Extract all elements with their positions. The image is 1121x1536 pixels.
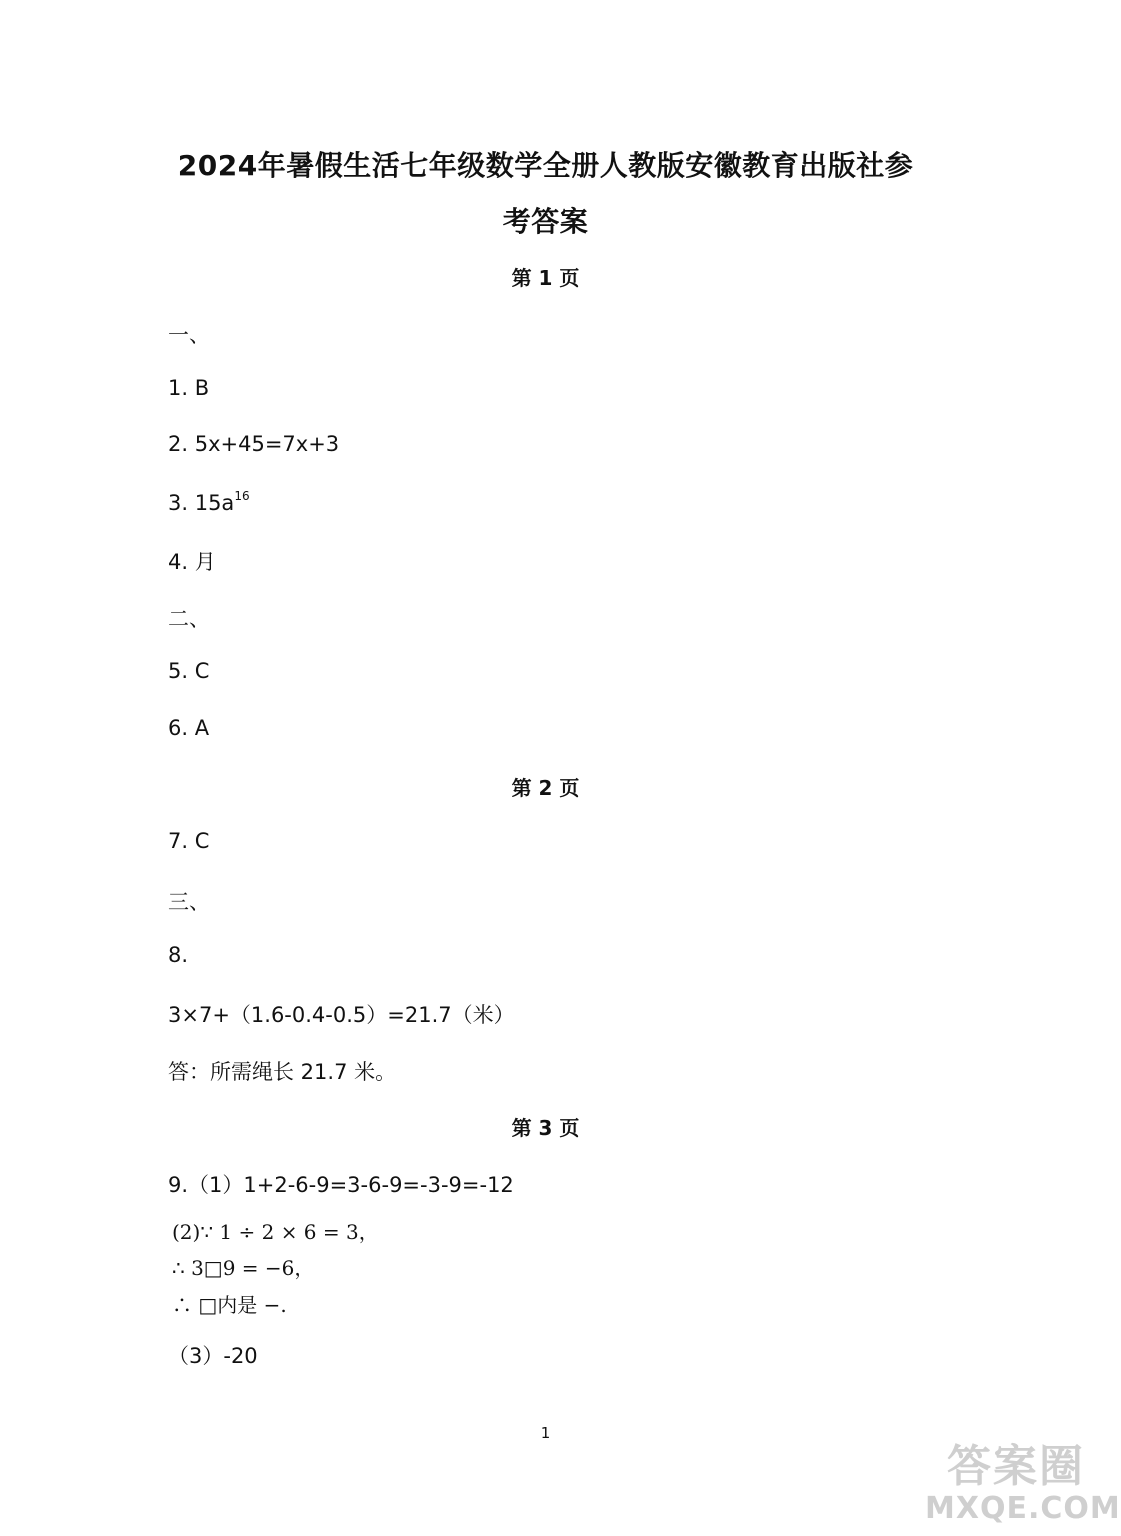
answer-base: 3. 15a — [168, 491, 235, 515]
answer-line: （3）-20 — [168, 1344, 258, 1368]
answer-line: 2. 5x+45=7x+3 — [168, 432, 340, 456]
answer-line: 二、 — [168, 607, 210, 631]
answer-line: 1. B — [168, 376, 210, 400]
answer-line: 9.（1）1+2-6-9=3-6-9=-3-9=-12 — [168, 1173, 514, 1197]
answer-line: 三、 — [168, 890, 210, 914]
answer-line: 8. — [168, 943, 189, 967]
answer-line: 5. C — [168, 659, 210, 683]
document-title-line2: 考答案 — [502, 205, 589, 238]
answer-exponent: 16 — [234, 489, 250, 503]
answer-line: 7. C — [168, 829, 210, 853]
answer-line-formula: ∴ □内是 −. — [172, 1293, 287, 1317]
page-number: 1 — [540, 1424, 551, 1442]
watermark-top-text: 答案圈 — [947, 1441, 1085, 1492]
answer-line: 6. A — [168, 716, 210, 740]
answer-line-formula: (2)∵ 1 ÷ 2 × 6 = 3， — [172, 1220, 379, 1244]
watermark-logo — [925, 1441, 1121, 1532]
answer-line-with-exponent — [168, 489, 250, 515]
watermark-bottom-text: MXQE.COM — [925, 1491, 1121, 1526]
document-title-line1: 2024年暑假生活七年级数学全册人教版安徽教育出版社参 — [177, 149, 914, 182]
section-heading-page1: 第 1 页 — [511, 266, 580, 290]
answer-line: 一、 — [168, 323, 210, 347]
section-heading-page3: 第 3 页 — [511, 1116, 580, 1140]
answer-line-formula: ∴ 3□9 = −6， — [172, 1256, 315, 1280]
section-heading-page2: 第 2 页 — [511, 776, 580, 800]
answer-line: 4. 月 — [168, 550, 216, 574]
answer-line: 3×7+（1.6-0.4-0.5）=21.7（米） — [168, 1003, 515, 1027]
answer-line: 答：所需绳长 21.7 米。 — [168, 1060, 397, 1084]
